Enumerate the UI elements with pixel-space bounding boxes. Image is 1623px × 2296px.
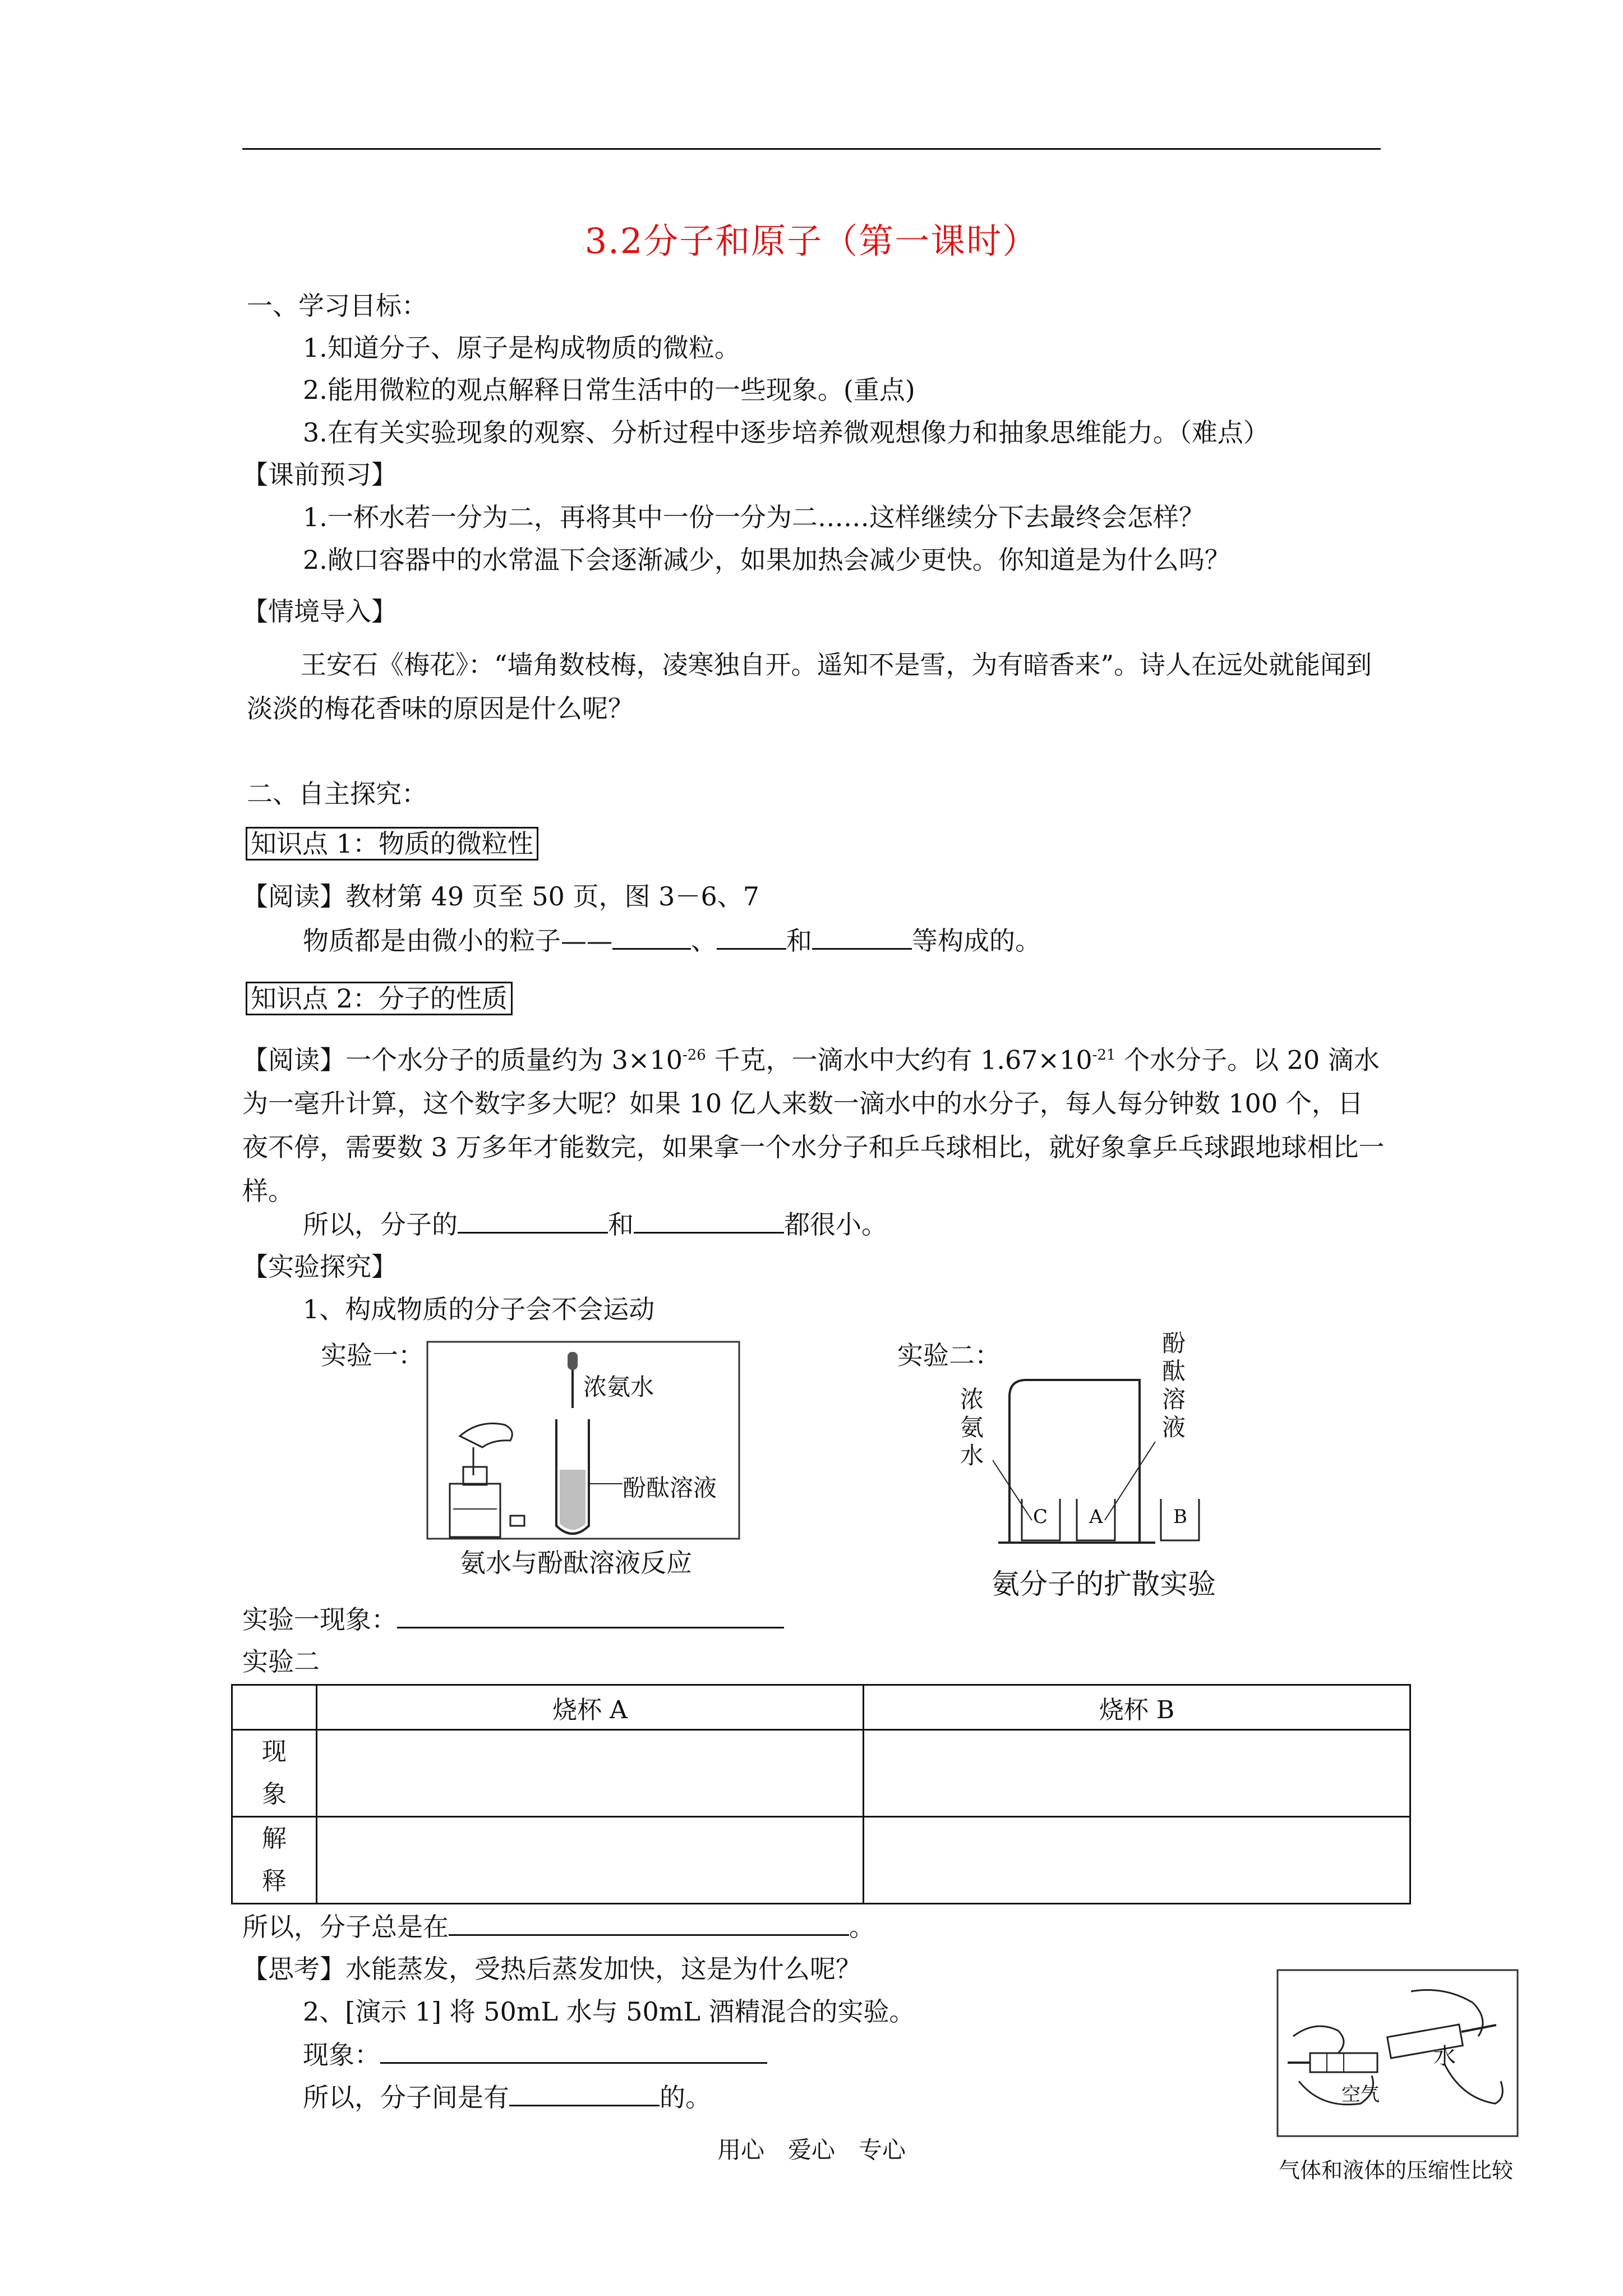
table-cell-b-phenomenon[interactable]: [864, 1730, 1410, 1817]
beaker-c-label: C: [1033, 1506, 1048, 1528]
figure-label-water: 水: [1433, 2044, 1456, 2069]
kp2-read: [242, 1033, 1386, 1213]
section1-heading: 一、学习目标：: [247, 291, 427, 321]
goal-1: 1.知道分子、原子是构成物质的微粒。: [303, 333, 740, 363]
table-cell-a-explain[interactable]: [317, 1817, 864, 1904]
kp1-read: 【阅读】教材第 49 页至 50 页，图 3－6、7: [242, 881, 759, 912]
table-cell-a-phenomenon[interactable]: [317, 1730, 864, 1817]
kp1-label-box: [246, 827, 538, 861]
exp2-caption: 氨分子的扩散实验: [992, 1568, 1216, 1600]
experiment-conclusion-suffix: 。: [849, 1912, 875, 1942]
exp2-label: 实验二：: [897, 1340, 1000, 1370]
think-conclusion-blank[interactable]: [509, 2080, 660, 2106]
exp2-ammonia-text: 浓氨水: [960, 1386, 984, 1469]
experiment-conclusion-prefix: 所以，分子总是在: [242, 1912, 449, 1942]
kp1-blank-2[interactable]: [717, 923, 786, 950]
exp1-label: 实验一：: [321, 1340, 424, 1370]
intro-heading: 【情境导入】: [242, 596, 397, 627]
table-row-phenomenon: [232, 1730, 317, 1817]
section2-heading: 二、自主探究：: [247, 779, 427, 809]
header-rule: [242, 148, 1381, 150]
think-demo: 2、[演示 1] 将 50mL 水与 50mL 酒精混合的实验。: [303, 1996, 915, 2027]
figure-label-air: 空气: [1341, 2083, 1380, 2106]
experiment-q1: 1、构成物质的分子会不会运动: [303, 1294, 655, 1324]
think-phenomenon-label: 现象：: [303, 2040, 380, 2070]
exp1-phenomenon-label: 实验一现象：: [242, 1604, 397, 1635]
exp2-phenol-text: 酚酞溶液: [1162, 1329, 1186, 1441]
exp1-label-ammonia: 浓氨水: [583, 1373, 654, 1401]
table-header-a: 烧杯 A: [317, 1685, 864, 1730]
kp2-label-box: [246, 982, 513, 1015]
kp1-fill-prefix: 物质都是由微小的粒子——: [303, 926, 612, 956]
exp1-caption: 氨水与酚酞溶液反应: [460, 1548, 692, 1578]
exp1-label-phenol: 酚酞溶液: [623, 1474, 717, 1502]
think-text: 【思考】水能蒸发，受热后蒸发加快，这是为什么呢？: [242, 1954, 861, 1984]
beaker-b-label: B: [1173, 1506, 1187, 1528]
intro-text: 王安石《梅花》：“墙角数枝梅，凌寒独自开。遥知不是雪，为有暗香来”。诗人在远处就能闻到淡淡的梅花香味的原因是什么呢？: [247, 650, 1372, 724]
kp1-fill: [303, 923, 1041, 958]
think-conclusion-suffix: 的。: [660, 2082, 711, 2113]
kp2-conclusion-suffix: 都很小。: [784, 1209, 887, 1240]
kp1-fill-sep1: 、: [691, 926, 717, 956]
kp2-blank-2[interactable]: [634, 1207, 784, 1234]
experiment-conclusion-blank[interactable]: [449, 1910, 849, 1936]
row-phenomenon-label: 现象: [262, 1737, 287, 1809]
kp2-exp2: -21: [1092, 1047, 1116, 1064]
kp2-blank-1[interactable]: [458, 1207, 608, 1234]
preview-item-2: 2.敞口容器中的水常温下会逐渐减少，如果加热会减少更快。你知道是为什么吗？: [303, 545, 1230, 575]
exp2-title: 实验二: [242, 1646, 320, 1677]
exp2-label-ammonia: [960, 1386, 986, 1470]
exp2-figure: [993, 1374, 1228, 1548]
experiment-conclusion: [242, 1910, 875, 1944]
kp2-exp1: -26: [682, 1047, 706, 1064]
think-conclusion-prefix: 所以，分子间是有: [303, 2082, 509, 2113]
experiment-heading: 【实验探究】: [242, 1251, 397, 1282]
think-phenomenon: [303, 2037, 767, 2072]
kp1-fill-suffix: 等构成的。: [912, 926, 1041, 956]
table-row-explain: [232, 1817, 317, 1904]
think-conclusion: [303, 2080, 711, 2114]
row-explain-label: 解释: [262, 1824, 287, 1895]
page-title: 3.2分子和原子（第一课时）: [584, 220, 1039, 261]
kp1-label: 知识点 1：物质的微粒性: [246, 827, 538, 861]
exp1-phenomenon-blank[interactable]: [397, 1602, 784, 1628]
think-phenomenon-blank[interactable]: [380, 2037, 767, 2064]
goal-3: 3.在有关实验现象的观察、分析过程中逐步培养微观想像力和抽象思维能力。（难点）: [303, 417, 1269, 448]
table-cell-b-explain[interactable]: [864, 1817, 1410, 1904]
compression-figure: [1276, 1969, 1519, 2137]
kp2-label: 知识点 2：分子的性质: [246, 982, 513, 1015]
kp1-blank-1[interactable]: [612, 923, 691, 950]
exp1-phenomenon: [242, 1602, 784, 1636]
preview-item-1: 1.一杯水若一分为二，再将其中一份一分为二……这样继续分下去最终会怎样？: [303, 502, 1205, 532]
kp2-read-b: 千克，一滴水中大约有 1.67×10: [706, 1045, 1092, 1075]
beaker-a-label: A: [1089, 1506, 1103, 1528]
kp2-read-c: 个水分子。以 20 滴水为一毫升计算，这个数字多大呢？如果 10 亿人来数一滴水中的水分子，每人每分钟数 100 个，日夜不停，需要数 3 万多年才能数完，如果拿一个水分子和乒乓球相比，就好象拿乒乓球跟地球相比一样。: [242, 1045, 1385, 1207]
kp2-conclusion-prefix: 所以，分子的: [303, 1209, 458, 1240]
exp2-table: [231, 1684, 1411, 1904]
figure-caption: 气体和液体的压缩性比较: [1279, 2158, 1514, 2183]
preview-heading: 【课前预习】: [242, 459, 397, 490]
kp1-blank-3[interactable]: [812, 923, 912, 950]
page-footer: 用心 爱心 专心: [717, 2136, 906, 2164]
kp2-conclusion-mid: 和: [608, 1209, 634, 1240]
goal-2: 2.能用微粒的观点解释日常生活中的一些现象。(重点): [303, 375, 915, 405]
kp1-fill-sep2: 和: [786, 926, 812, 956]
table-header-b: 烧杯 B: [864, 1685, 1410, 1730]
kp2-read-a: 【阅读】一个水分子的质量约为 3×10: [242, 1045, 683, 1075]
table-corner: [232, 1685, 317, 1730]
kp2-conclusion: [303, 1207, 887, 1241]
